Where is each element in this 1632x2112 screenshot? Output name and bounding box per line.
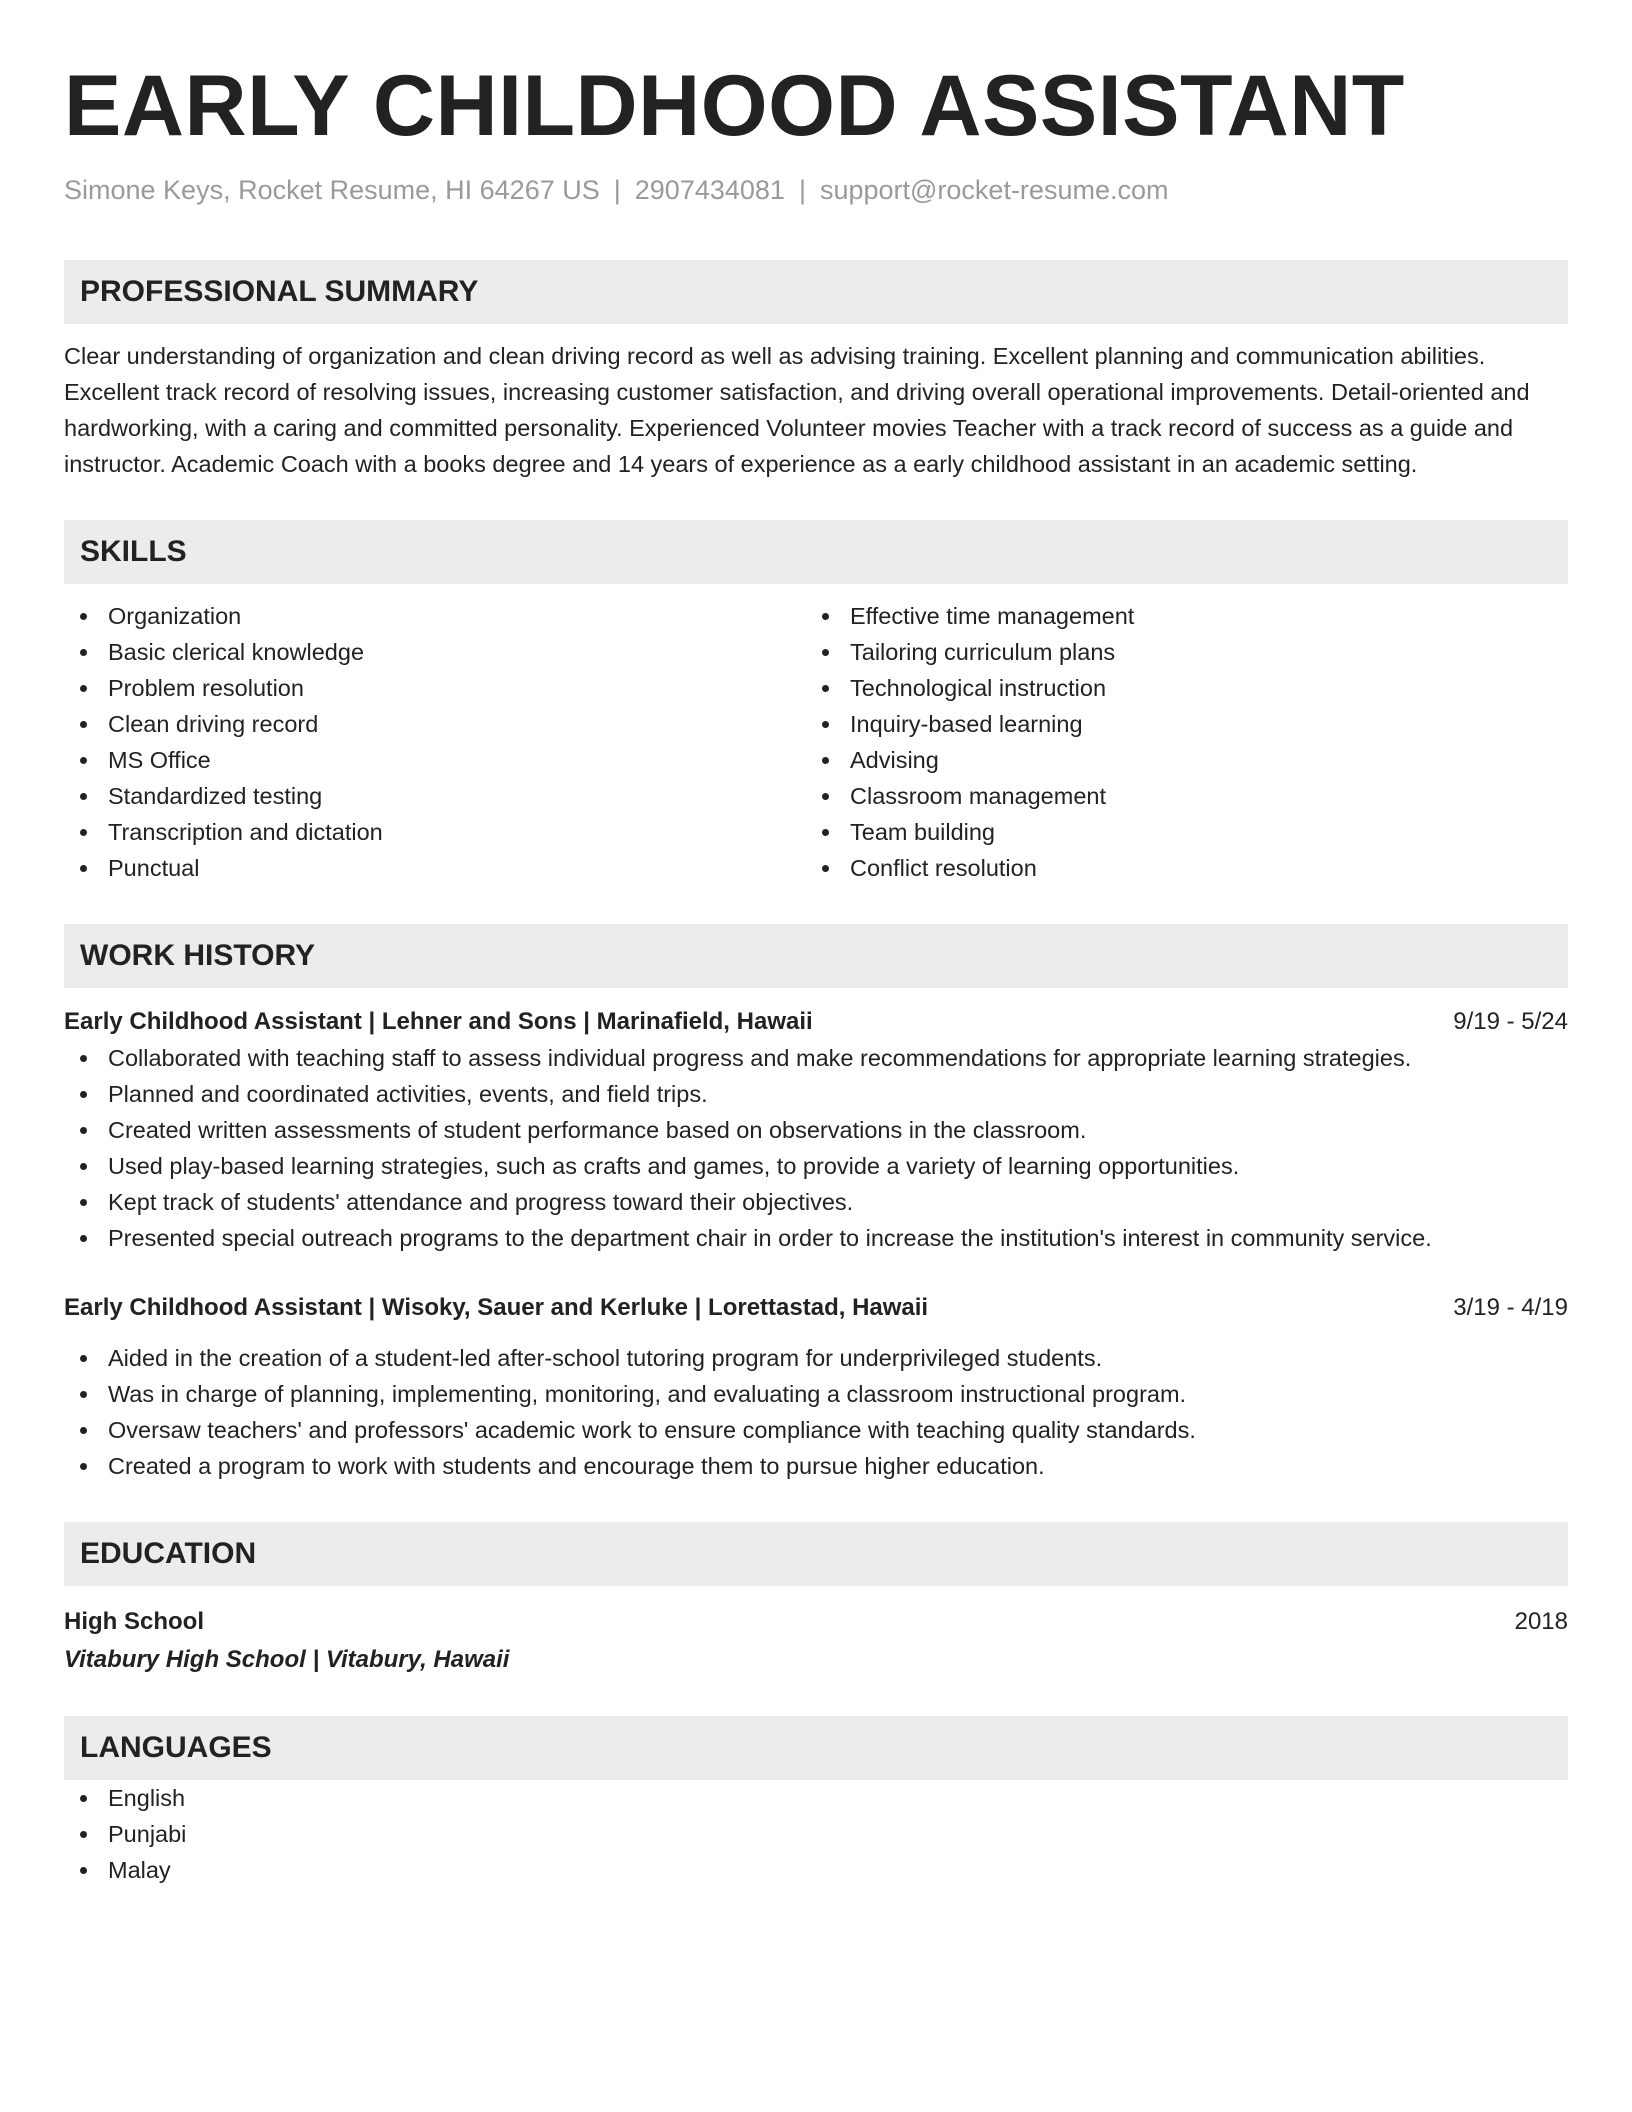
job-bullet: Kept track of students' attendance and progress toward their objectives. (64, 1184, 1568, 1220)
job-bullets (64, 1340, 1568, 1484)
section-heading-summary: PROFESSIONAL SUMMARY (64, 260, 1568, 324)
contact-email: support@rocket-resume.com (819, 175, 1169, 205)
job-bullet: Aided in the creation of a student-led after-school tutoring program for underprivileged students. (64, 1340, 1568, 1376)
skill-item: Clean driving record (64, 706, 806, 742)
skill-item: Advising (806, 742, 1548, 778)
education-school: Vitabury High School | Vitabury, Hawaii (64, 1646, 510, 1673)
section-heading-work-history: WORK HISTORY (64, 924, 1568, 988)
skill-item: MS Office (64, 742, 806, 778)
skills-column-left (64, 598, 806, 886)
skills-column-right (806, 598, 1548, 886)
resume-name: EARLY CHILDHOOD ASSISTANT (64, 58, 1405, 154)
skill-item: Effective time management (806, 598, 1548, 634)
skill-item: Standardized testing (64, 778, 806, 814)
skill-item: Organization (64, 598, 806, 634)
summary-text: Clear understanding of organization and clean driving record as well as advising training. Excellent planning and communication abilities. Excellent track record of resolving issues, increasing customer satisfaction, and driving overall operational improvements. Detail-oriented and hardworking, with a caring and committed personality. Experienced Volunteer movies Teacher with a track record of success as a guide and instructor. Academic Coach with a books degree and 14 years of experience as a early childhood assistant in an academic setting. (64, 343, 1530, 477)
job-dates: 9/19 - 5/24 (1453, 1008, 1568, 1035)
resume-page (64, 0, 1568, 1888)
contact-phone: 2907434081 (634, 175, 785, 205)
skills-list (64, 598, 1568, 886)
skill-item: Team building (806, 814, 1548, 850)
education-degree: High School (64, 1608, 204, 1635)
job-bullet: Used play-based learning strategies, such as crafts and games, to provide a variety of learning opportunities. (64, 1148, 1568, 1184)
job-bullet: Planned and coordinated activities, events, and field trips. (64, 1076, 1568, 1112)
job-title: Early Childhood Assistant | Lehner and Sons | Marinafield, Hawaii (64, 1008, 813, 1035)
contact-separator: | (798, 175, 806, 205)
section-heading-education: EDUCATION (64, 1522, 1568, 1586)
job-bullets (64, 1040, 1568, 1256)
skill-item: Problem resolution (64, 670, 806, 706)
skill-item: Inquiry-based learning (806, 706, 1548, 742)
section-heading-languages: LANGUAGES (64, 1716, 1568, 1780)
language-item: Punjabi (64, 1816, 1568, 1852)
contact-line (64, 172, 1568, 208)
job-bullet: Was in charge of planning, implementing, monitoring, and evaluating a classroom instructional program. (64, 1376, 1568, 1412)
job-bullet: Presented special outreach programs to the department chair in order to increase the institution's interest in community service. (64, 1220, 1568, 1256)
job-entry (64, 1004, 1568, 1256)
job-header (64, 1290, 1568, 1326)
job-bullet: Oversaw teachers' and professors' academic work to ensure compliance with teaching quality standards. (64, 1412, 1568, 1448)
education-entry (64, 1604, 1568, 1678)
skill-item: Classroom management (806, 778, 1548, 814)
contact-address: Simone Keys, Rocket Resume, HI 64267 US (64, 175, 600, 205)
job-title: Early Childhood Assistant | Wisoky, Sauer and Kerluke | Lorettastad, Hawaii (64, 1294, 929, 1321)
job-dates: 3/19 - 4/19 (1453, 1294, 1568, 1321)
job-bullet: Collaborated with teaching staff to assess individual progress and make recommendations for appropriate learning strategies. (64, 1040, 1568, 1076)
contact-separator: | (613, 175, 621, 205)
section-heading-skills: SKILLS (64, 520, 1568, 584)
language-item: Malay (64, 1852, 1568, 1888)
education-year: 2018 (1514, 1608, 1568, 1635)
language-item: English (64, 1780, 1568, 1816)
job-bullet: Created written assessments of student performance based on observations in the classroom. (64, 1112, 1568, 1148)
job-header (64, 1004, 1568, 1040)
skill-item: Conflict resolution (806, 850, 1548, 886)
languages-list (64, 1780, 1568, 1888)
education-header (64, 1604, 1568, 1640)
skill-item: Basic clerical knowledge (64, 634, 806, 670)
skill-item: Transcription and dictation (64, 814, 806, 850)
skill-item: Tailoring curriculum plans (806, 634, 1548, 670)
job-entry (64, 1290, 1568, 1484)
job-bullet: Created a program to work with students and encourage them to pursue higher education. (64, 1448, 1568, 1484)
skill-item: Technological instruction (806, 670, 1548, 706)
skill-item: Punctual (64, 850, 806, 886)
